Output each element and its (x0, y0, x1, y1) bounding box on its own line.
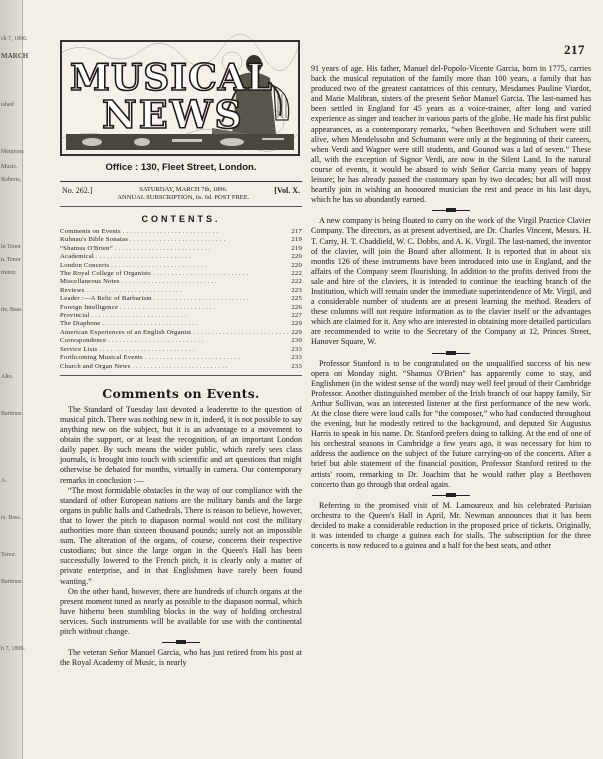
article-quote: “The most formidable obstacles in the way of our compliance with the standard of other European nations are the military bands and the large organs in public halls and Cathedrals. There is reason to believe, however, that to lower the pitch to diapason normal would not cost the military authorities more than sixteen thousand pounds; surely not an impossible sum. The alteration of the organs, of course, concerns their respective custodians; but since the large organ in the Queen's Hall has been successfully lowered to the French pitch, it is clearly only a matter of private enterprise, and in that Englishmen have rarely been found wanting.” (60, 485, 302, 586)
article-paragraph: The Standard of Tuesday last devoted a leaderette to the question of musical pitch. There was nothing new in it, indeed, it is not possible to say anything new on the subject, but it is an advantage to a movement to obtain the support, or at least the recognition, of an important London daily paper. By such means the wider public, which rarely sees class journals, is brought into touch with scientific and art questions that might otherwise be debated for months, virtually in camera. Our contemporary remarks in conclusion :— (60, 404, 302, 485)
contents-item-title: Academical . . (60, 253, 282, 261)
right-column (311, 64, 591, 754)
contents-item (60, 295, 302, 303)
contents-item (60, 262, 302, 270)
contents-item-title: Comments on Events . . (60, 228, 282, 236)
masthead-title-line1: MUSICAL (70, 57, 273, 99)
contents-list (60, 228, 302, 371)
office-address: Office : 130, Fleet Street, London. (105, 162, 257, 173)
ornamental-divider (432, 209, 470, 213)
contents-item-page: 220 (291, 261, 302, 269)
ornamental-divider (162, 641, 200, 645)
contents-item-page: 233 (291, 362, 302, 370)
masthead-artwork (62, 42, 298, 154)
contents-item-page: 229 (291, 328, 302, 336)
contents-item-page: 233 (291, 345, 302, 353)
masthead-title-line2: NEWS (102, 92, 244, 137)
contents-item-title: London Concerts . . (60, 262, 282, 270)
issue-details (117, 186, 249, 202)
article-paragraph: Referring to the promised visit of M. Lamoureux and his celebrated Parisian orchestra to the Queen's Hall in April, Mr. Newman announces that it has been decided to make a considerable reduction in the proposed price of tickets. Originally, it was intended to charge a guinea each for stalls. The subscription for the three concerts is now reduced to a guinea and a half for the best seats, and other (311, 500, 591, 551)
margin-fragment: n. Tenor (1, 257, 21, 263)
contents-item-page: 230 (291, 337, 302, 345)
contents-item (60, 304, 302, 312)
issue-date: SATURDAY, MARCH 7th, 1896. (139, 186, 228, 193)
masthead (60, 40, 300, 156)
contents-item (60, 278, 302, 286)
ornamental-divider (432, 352, 470, 356)
contents-item (60, 320, 302, 328)
contents-item-title: Kuhnau's Bible Sonatas . . (60, 236, 282, 244)
margin-fragment: Tenor. (1, 552, 17, 558)
contents-item-page: 223 (291, 286, 302, 294)
contents-item-page: 219 (291, 236, 302, 244)
contents-item-page: 222 (291, 270, 302, 278)
contents-item (60, 312, 302, 320)
margin-fragment: Roberts, (1, 177, 22, 183)
contents-item-page: 220 (291, 253, 302, 261)
contents-item-page: 227 (291, 312, 302, 320)
contents-item (60, 363, 302, 371)
left-column (60, 40, 302, 752)
article-paragraph: Professor Stanford is to be congratulated on the unqualified success of his new opera on Monday night. “Shamus O'Brien” has apparently come to stay, and Englishmen (in the widest sense of the word) may well feel proud of their Cambridge Professor. Another distinguished member of the Irish branch of our happy family, Sir Arthur Sullivan, was an interested listener at the first performance of the new work. At the close there were loud calls for “the composer,” who had conducted throughout the evening, but he modestly retired to the background, and deputed Sir Augustus Harris to speak in his name. Dr. Stanford prefers doing to talking. At the end of one of his orchestral seasons in Cambridge a few years ago, it was necessary for him to address the audience on the subject of the future carrying-on of the concerts. After a brief but able statement of the financial position, Professor Stanford retired to the artists' room, remarking to Dr. Joachim that he would rather play a Beethoven concerto than go through that ordeal again. (311, 358, 591, 489)
article-paragraph: On the other hand, however, there are hundreds of church organs at the present moment tuned as nearly as possible to the diapason normal, which have hitherto been stumbling blocks in the way of holding orchestral services. Such instruments will be available for use with the continental pitch without change. (60, 586, 302, 636)
adjacent-page-margin (0, 0, 29, 759)
divider-rule (60, 181, 302, 182)
contents-item (60, 287, 302, 295)
article-paragraph: 91 years of age. His father, Manuel del-Popolo-Vicente Garcia, born in 1775, carries back the musical reputation of the family more than 100 years, a family that has produced two of the greatest cantatrices of this century, Mesdames Pauline Viardot, and Marie Malibran, sisters of the present Señor Manuel Garcia. The last-named has been settled in England for 45 years as a voice-trainer, after long and varied experience as singer and teacher in various parts of the globe. He made his first public appearances, as a contemporary remarks, “when Beethoven and Schubert were still alive, when Mendelssohn and Schumann were only at the beginning of their careers, when Verdi and Wagner were still students, and Gounod was a lad of seven.” These all, with the exception of Signor Verdi, are now in the Silent Land. In the natural course of events, it would be absurd to wish Señor Garcia many years of happy leisure; he has already passed the customary span by two decades; but all will most heartily join in wishing an honoured musician the rest and peace in his last days, which he has so abundantly earned. (311, 64, 591, 205)
contents-item (60, 337, 302, 345)
margin-fragment: rtenor. (1, 270, 17, 276)
contents-item-page: 229 (291, 320, 302, 328)
contents-item (60, 346, 302, 354)
contents-item (60, 354, 302, 362)
contents-item (60, 270, 302, 278)
margin-fragment: Alto. (1, 374, 14, 380)
contents-item-title: Service Lists . . (60, 346, 282, 354)
margin-fragment: A. (1, 478, 7, 484)
ornamental-divider (432, 494, 470, 498)
article-paragraph: A new company is being floated to carry on the work of the Virgil Practice Clavier Company. The directors, as at present advertised, are Dr. Charles Vincent, Messrs. H. T. Carty, H. T. Chaddield, W. C. Dobbs, and A. K. Virgil. The last-named, the inventor of the clavier, will join the Board after allotment. It is reported that in about six months 126 of these instruments have been introduced into use in England, and the affairs of the Company seem flourishing. In addition to the profits derived from the sale and hire of the claviers, it is intended to continue the teaching branch of the Institution, which will remain under the immediate superintendence of Mr. Virgil, and a considerable number of students are at present learning the method. Readers of these columns will not require information as to the clavier itself or the advantages which are claimed for it. Any who are interested in obtaining more detailed particulars are recommended to write to the Secretary of the Company at 12, Princes Street, Hanover Square, W. (311, 216, 591, 347)
contents-item-page: 225 (291, 295, 302, 303)
contents-title: CONTENTS. (141, 214, 221, 224)
article-paragraph: The veteran Señor Manuel Garcia, who has just retired from his post at the Royal Academy of Music, is nearly (60, 648, 302, 668)
contents-item (60, 228, 302, 236)
margin-fragment: ch 7, 1896. (1, 36, 28, 42)
contents-item-title: The Diaphone . . (60, 320, 282, 328)
page-number: 217 (564, 42, 585, 57)
contents-item-page: 226 (291, 303, 302, 311)
divider-rule (60, 206, 302, 207)
margin-fragment: ished (1, 102, 14, 108)
margin-fragment: Baritone. (1, 579, 24, 585)
margin-fragment: tie, Bass. (1, 307, 23, 313)
contents-item-title: Foreign Intelligence . . (60, 304, 282, 312)
contents-item-title: Miscellaneous Notes . . (60, 278, 282, 286)
contents-item-page: 233 (291, 354, 302, 362)
margin-fragment: in Tenor (1, 244, 21, 250)
margin-fragment: Mentions (1, 149, 24, 155)
issue-subscription: ANNUAL SUBSCRIPTION, 6s. 6d. POST FREE. (117, 194, 250, 201)
margin-fragment: h 7, 1896. (1, 646, 25, 652)
contents-item-title: Forthcoming Musical Events . . (60, 354, 282, 362)
contents-item-title: American Experiences of an English Organist . . (60, 329, 289, 337)
contents-item (60, 236, 302, 244)
margin-fragment: MARCH (1, 52, 29, 60)
contents-item-title: “Shamus O'Brien” . . (60, 245, 282, 253)
contents-item-page: 217 (291, 228, 302, 235)
margin-fragment: Music. (1, 164, 18, 170)
issue-number: No. 262.] (62, 186, 93, 195)
divider-rule (60, 375, 302, 376)
issue-info-row (60, 186, 302, 202)
contents-item-title: Leader :—A Relic of Barbarism . . (60, 295, 282, 303)
contents-item-title: Provincial . . (60, 312, 282, 320)
contents-item-title: Church and Organ News . . (60, 363, 282, 371)
contents-item-title: Correspondence . . (60, 337, 282, 345)
contents-item (60, 253, 302, 261)
contents-item-title: The Royal College of Organists . . (60, 270, 282, 278)
section-heading: Comments on Events. (102, 385, 260, 401)
issue-volume: [Vol. X. (274, 186, 300, 195)
margin-fragment: rs. Bass. (1, 515, 22, 521)
contents-item (60, 245, 302, 253)
contents-item-page: 219 (291, 244, 302, 252)
contents-item (60, 329, 302, 337)
contents-item-page: 222 (291, 278, 302, 286)
margin-fragment: Baritone. (1, 411, 24, 417)
contents-item-title: Reviews . . (60, 287, 282, 295)
